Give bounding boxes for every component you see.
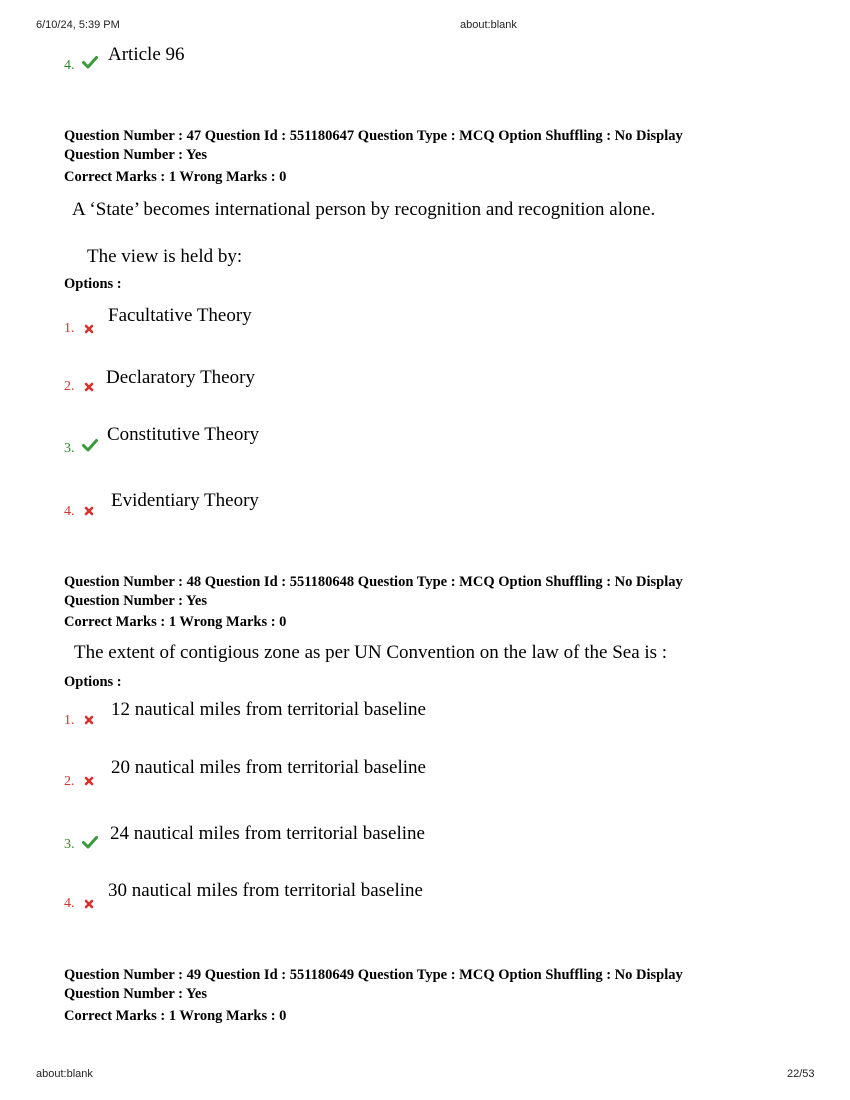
option-number: 3. (64, 441, 75, 456)
question-meta (64, 127, 683, 164)
option-text: Declaratory Theory (106, 367, 255, 388)
cross-icon (84, 896, 94, 914)
option-number: 2. (64, 379, 75, 394)
cross-icon (84, 379, 94, 397)
print-page-url: about:blank (460, 19, 517, 31)
option-text: 24 nautical miles from territorial baseline (110, 823, 425, 844)
question-meta-line2: Question Number : Yes (64, 146, 207, 163)
question-text: The extent of contigious zone as per UN Convention on the law of the Sea is : (74, 642, 668, 663)
option-text: Constitutive Theory (107, 424, 260, 445)
question-marks: Correct Marks : 1 Wrong Marks : 0 (64, 169, 287, 185)
option-text: Evidentiary Theory (111, 490, 259, 511)
option-text: 20 nautical miles from territorial baseline (111, 757, 426, 778)
cross-icon (84, 503, 94, 521)
option-number: 1. (64, 321, 75, 336)
option-text: Article 96 (108, 44, 185, 65)
check-icon (82, 438, 98, 457)
option-number: 4. (64, 504, 75, 519)
cross-icon (84, 773, 94, 791)
check-icon (82, 835, 98, 854)
option-number: 1. (64, 713, 75, 728)
question-marks: Correct Marks : 1 Wrong Marks : 0 (64, 614, 287, 630)
question-meta-line1: Question Number : 49 Question Id : 551180649 Question Type : MCQ Option Shuffling : No Display (64, 967, 683, 983)
question-text: A ‘State’ becomes international person by recognition and recognition alone. (72, 199, 656, 220)
print-footer-url: about:blank (36, 1068, 93, 1080)
check-icon (82, 55, 98, 74)
option-text: 30 nautical miles from territorial baseline (108, 880, 423, 901)
print-datetime: 6/10/24, 5:39 PM (36, 19, 120, 31)
question-marks: Correct Marks : 1 Wrong Marks : 0 (64, 1008, 287, 1024)
question-meta-line2: Question Number : Yes (64, 985, 207, 1002)
page-counter: 22/53 (787, 1068, 815, 1080)
option-number: 3. (64, 837, 75, 852)
question-meta-line1: Question Number : 48 Question Id : 551180648 Question Type : MCQ Option Shuffling : No Display (64, 574, 683, 590)
option-number: 4. (64, 58, 75, 73)
cross-icon (84, 712, 94, 730)
question-meta-line1: Question Number : 47 Question Id : 551180647 Question Type : MCQ Option Shuffling : No Display (64, 128, 683, 144)
question-meta (64, 573, 683, 610)
options-label: Options : (64, 276, 122, 292)
option-text: 12 nautical miles from territorial baseline (111, 699, 426, 720)
question-meta-line2: Question Number : Yes (64, 592, 207, 609)
option-number: 2. (64, 774, 75, 789)
question-text-line2: The view is held by: (87, 246, 243, 267)
question-meta (64, 966, 683, 1003)
option-text: Facultative Theory (108, 305, 252, 326)
cross-icon (84, 321, 94, 339)
options-label: Options : (64, 674, 122, 690)
option-number: 4. (64, 896, 75, 911)
